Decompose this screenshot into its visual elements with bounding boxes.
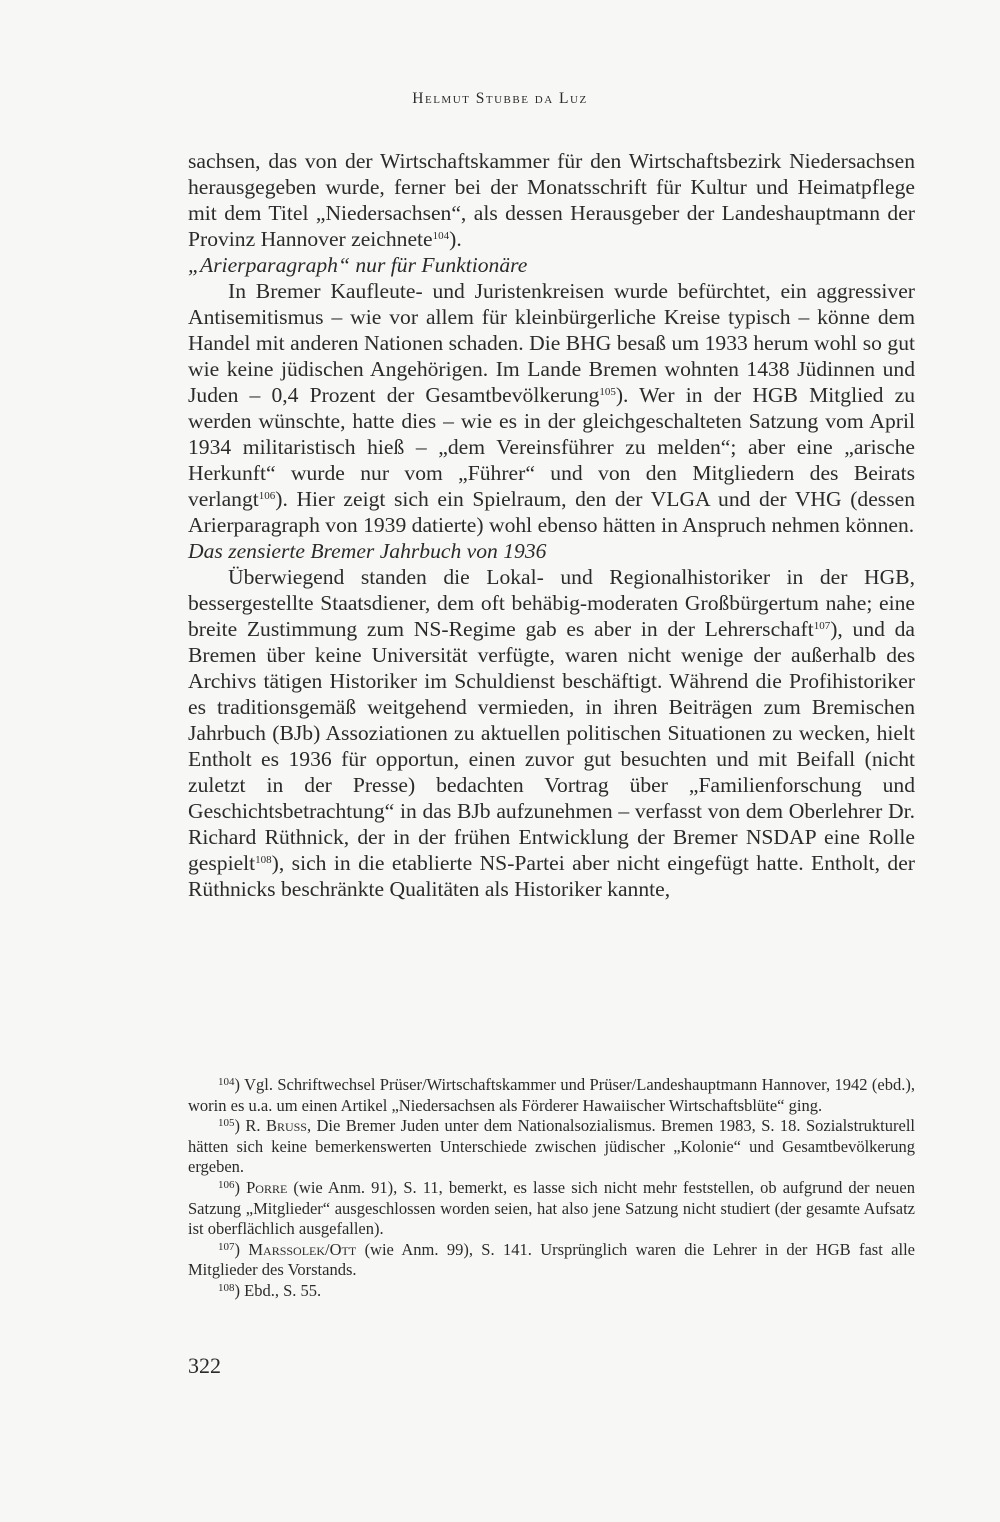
main-text <box>188 148 915 902</box>
footnote-lead: ) <box>234 1239 249 1259</box>
footnote-105 <box>188 1116 915 1178</box>
footnotes <box>188 1075 915 1302</box>
paragraph-3-text-a: Überwiegend standen die Lokal- und Regionalhistoriker in der HGB, bessergestellte Staatsdiener, dem oft behäbig-moderaten Großbürgertum nahe; eine breite Zustimmung zum NS-Regime gab es aber in der Lehrerschaft <box>188 565 915 641</box>
footnote-ref-108: 108 <box>255 854 272 866</box>
footnote-ref-105: 105 <box>599 386 616 398</box>
footnote-author: Marssolek/Ott <box>248 1239 357 1259</box>
section-heading-jahrbuch: Das zensierte Bremer Jahrbuch von 1936 <box>188 539 547 563</box>
footnote-ref-107: 107 <box>813 620 831 632</box>
paragraph-2-text-a: In Bremer Kaufleute- und Juristenkreisen wurde befürchtet, ein aggressiver Antisemitismus – wie vor allem für kleinbürgerliche Kreise typisch – könne dem Handel mit anderen Nationen schaden. Die BHG besaß um 1933 herum wohl so gut wie keine jüdischen Angehörigen. Im Lande Bremen wohnten 1438 Jüdinnen und Juden – 0,4 Prozent der Gesamtbevölkerung <box>188 279 915 407</box>
footnote-number: 105 <box>218 1117 235 1130</box>
page-number: 322 <box>188 1353 221 1378</box>
paragraph-2 <box>188 278 915 538</box>
footnote-number: 107 <box>218 1240 235 1253</box>
paragraph-2-text-c: ). Hier zeigt sich ein Spielraum, den der VLGA und der VHG (dessen Arierparagraph von 1939 datierte) wohl ebenso hätten in Anspruch nehmen können. <box>188 487 915 537</box>
footnote-text: (wie Anm. 99), S. 141. Ursprünglich waren die Lehrer in der HGB fast alle Mitglieder des Vorstands. <box>188 1239 915 1280</box>
section-heading-arierparagraph: „Arierparagraph“ nur für Funktionäre <box>188 253 528 277</box>
footnote-number: 106 <box>218 1178 235 1191</box>
paragraph-1-text: sachsen, das von der Wirtschaftskammer für den Wirtschaftsbezirk Niedersachsen herausgegeben wurde, ferner bei der Monatsschrift für Kultur und Heimatpflege mit dem Titel „Niedersachsen“, als dessen Herausgeber der Landeshauptmann der Provinz Hannover zeichnete <box>188 149 915 251</box>
footnote-108 <box>188 1281 915 1302</box>
paragraph-3 <box>188 564 915 902</box>
paragraph-1 <box>188 148 915 252</box>
paragraph-3-text-b: ), und da Bremen über keine Universität verfügte, waren nicht wenige der außerhalb des Archivs tätigen Historiker im Schuldienst beschäftigt. Während die Profihistoriker es traditionsgemäß weitgehend vermieden, in ihren Beiträgen zum Bremischen Jahrbuch (BJb) Assoziationen zu aktuellen politischen Situationen zu wecken, hielt Entholt es 1936 für opportun, einen zuvor gut besuchten und mit Beifall (nicht zuletzt in der Presse) bedachten Vortrag über „Familienforschung und Geschichtsbetrachtung“ in das BJb aufzunehmen – verfasst von dem Oberlehrer Dr. Richard Rüthnick, der in der frühen Entwicklung der Bremer NSDAP eine Rolle gespielt <box>188 617 915 875</box>
footnote-number: 108 <box>218 1281 235 1294</box>
paragraph-3-text-c: ), sich in die etablierte NS-Partei aber nicht eingefügt hatte. Entholt, der Rüthnicks beschränkte Qualitäten als Historiker kannte, <box>188 851 915 901</box>
footnote-author: Porre <box>246 1177 288 1197</box>
running-head: Helmut Stubbe da Luz <box>412 90 588 107</box>
footnote-107 <box>188 1240 915 1281</box>
footnote-106 <box>188 1178 915 1240</box>
footnote-text: (wie Anm. 91), S. 11, bemerkt, es lasse sich nicht mehr feststellen, ob aufgrund der neuen Satzung „Mitglieder“ ausgeschlossen worden seien, hat also jene Satzung nicht studiert (der gesamte Aufsatz ist oberflächlich ausgefallen). <box>188 1177 915 1239</box>
footnote-text: , Die Bremer Juden unter dem Nationalsozialismus. Bremen 1983, S. 18. Sozialstrukturell hätten sich keine bemerkenswerten Unterschiede zwischen jüdischer „Kolonie“ und Gesamtbevölkerung ergeben. <box>188 1116 916 1177</box>
paragraph-2-text-b: ). Wer in der HGB Mitglied zu werden wünschte, hatte dies – wie es in der gleichgeschalteten Satzung vom April 1934 militaristisch hieß – „dem Vereinsführer zu melden“; aber eine „arische Herkunft“ wurde nur vom „Führer“ und von den Mitgliedern des Beirats verlangt <box>188 383 916 511</box>
footnote-text: ) Vgl. Schriftwechsel Prüser/Wirtschaftskammer und Prüser/Landeshauptmann Hannover, 1942 (ebd.), worin es u.a. um einen Artikel „Niedersachsen als Förderer Hawaiischer Wirtschaftsblüte“ ging. <box>188 1075 915 1115</box>
footnote-lead: ) R. <box>234 1116 266 1136</box>
footnote-text: ) Ebd., S. 55. <box>234 1280 322 1300</box>
footnote-number: 104 <box>218 1076 235 1088</box>
footnote-ref-106: 106 <box>258 490 276 502</box>
paragraph-1-end: ). <box>449 227 462 251</box>
footnote-ref-104: 104 <box>432 230 450 242</box>
footnote-104 <box>188 1075 915 1116</box>
footnote-lead: ) <box>234 1177 247 1197</box>
footnote-author: Bruss <box>265 1116 307 1136</box>
